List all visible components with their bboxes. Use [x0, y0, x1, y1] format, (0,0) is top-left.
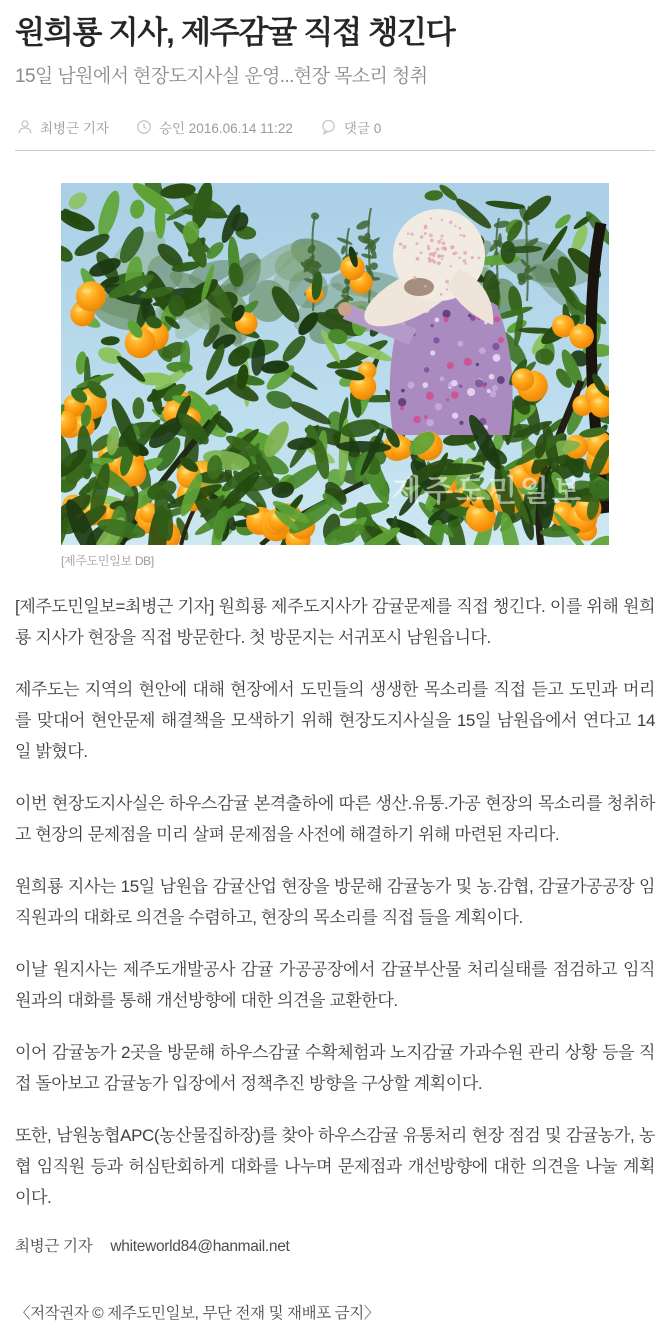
article-title: 원희룡 지사, 제주감귤 직접 챙긴다 [15, 15, 455, 50]
article-paragraph: 이어 감귤농가 2곳을 방문해 하우스감귤 수확체험과 노지감귤 가과수원 관리 상황 등을 직접 돌아보고 감귤농가 입장에서 정책추진 방향을 구상할 계획이다. [15, 1042, 655, 1093]
article-paragraph: 이번 현장도지사실은 하우스감귤 본격출하에 따른 생산.유통.가공 현장의 목소리를 청취하고 현장의 문제점을 미리 살펴 문제점을 사전에 해결하기 위해 마련된 자리다. [15, 793, 655, 844]
byline-approved [136, 117, 293, 137]
reporter-email-link[interactable]: whiteworld84@hanmail.net [110, 1237, 290, 1255]
article-paragraph: 또한, 남원농협APC(농산물집하장)를 찾아 하우스감귤 유통처리 현장 점검 및 감귤농가, 농협 임직원 등과 허심탄회하게 대화를 나누며 문제점과 개선방향에 대한 의견을 나눌 계획이다. [15, 1125, 655, 1207]
orchard-photo [61, 183, 609, 545]
comment-bubble-icon [320, 119, 337, 135]
comment-count: 댓글 0 [343, 120, 382, 136]
article-paragraph: [제주도민일보=최병근 기자] 원희룡 제주도지사가 감귤문제를 직접 챙긴다. 이를 위해 원희룡 지사가 현장을 직접 방문한다. 첫 방문지는 서귀포시 남원읍니다. [15, 596, 655, 647]
approved-time: 승인 2016.06.14 11:22 [158, 120, 293, 136]
copyright-notice: 〈저작권자 © 제주도민일보, 무단 전재 및 재배포 금지〉 [15, 1304, 379, 1322]
divider [15, 150, 655, 151]
article-paragraph: 제주도는 지역의 현안에 대해 현장에서 도민들의 생생한 목소리를 직접 듣고 도민과 머리를 맞대어 현안문제 해결책을 모색하기 위해 현장도지사실을 15일 남원읍에서 연다고 14일 밝혔다. [15, 679, 655, 761]
article-body [15, 591, 655, 1213]
reporter-signature [15, 1234, 655, 1256]
byline [17, 117, 653, 137]
clock-icon [136, 119, 152, 135]
article-subtitle: 15일 남원에서 현장도지사실 운영...현장 목소리 청취 [15, 66, 428, 88]
article-paragraph: 이날 원지사는 제주도개발공사 감귤 가공공장에서 감귤부산물 처리실태를 점검하고 임직원과의 대화를 통해 개선방향에 대한 의견을 교환한다. [15, 959, 655, 1010]
reporter-name: 최병근 기자 [40, 120, 109, 136]
photo-caption: [제주도민일보 DB] [61, 553, 154, 568]
byline-comments[interactable] [320, 117, 381, 137]
person-icon [17, 119, 33, 135]
byline-reporter[interactable] [17, 117, 109, 137]
article-photo-figure [61, 183, 609, 569]
signature-reporter-name: 최병근 기자 [15, 1237, 93, 1255]
photo-watermark: 제주도민일보 [392, 474, 584, 508]
article-paragraph: 원희룡 지사는 15일 남원읍 감귤산업 현장을 방문해 감귤농가 및 농.감협, 감귤가공공장 임직원과의 대화로 의견을 수렴하고, 현장의 목소리를 직접 들을 계획이다. [15, 876, 655, 927]
